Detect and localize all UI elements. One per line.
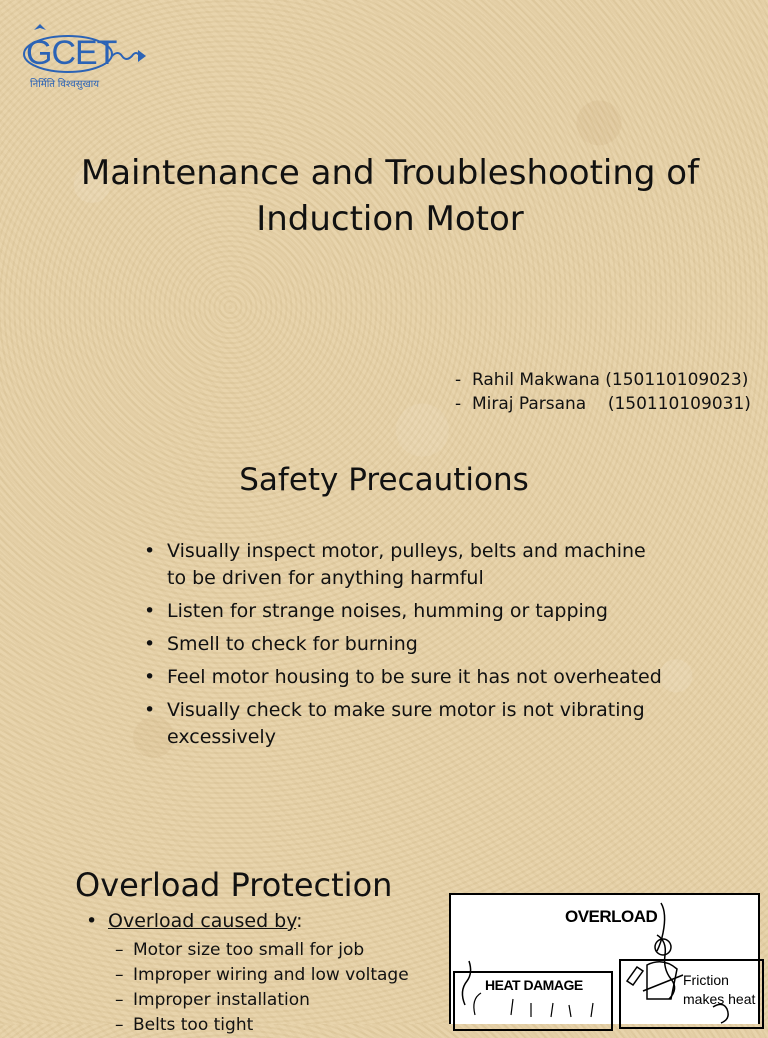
overload-cause-item: – Improper wiring and low voltage	[115, 963, 409, 988]
title-line-1: Maintenance and Troubleshooting of	[80, 153, 700, 193]
overload-cause-label: Overload caused by	[108, 910, 297, 932]
author-list	[455, 368, 751, 416]
overload-cause-colon: :	[296, 910, 303, 932]
safety-bullet: • Visually check to make sure motor is not vibrating excessively	[142, 697, 662, 751]
safety-bullet: • Visually inspect motor, pulleys, belts and machine to be driven for anything harmful	[142, 538, 662, 592]
gcet-logo	[20, 14, 148, 94]
overload-label: OVERLOAD	[565, 907, 658, 926]
overload-protection-title: Overload Protection	[75, 866, 393, 904]
safety-bullet-list	[142, 538, 662, 757]
overload-cause-item: – Motor size too small for job	[115, 938, 409, 963]
friction-label: Friction makes heat	[683, 972, 756, 1007]
author-2: - Miraj Parsana (150110109031)	[455, 394, 751, 414]
logo-wordmark: GCET	[26, 34, 117, 72]
overload-cause-item: – Improper installation	[115, 988, 409, 1013]
overload-illustration	[449, 893, 760, 1024]
safety-bullet: • Feel motor housing to be sure it has not overheated	[142, 664, 662, 691]
author-1: - Rahil Makwana (150110109023)	[455, 370, 749, 390]
safety-bullet: • Listen for strange noises, humming or tapping	[142, 598, 662, 625]
safety-precautions-title: Safety Precautions	[239, 462, 529, 498]
heat-damage-label: HEAT DAMAGE	[485, 977, 583, 993]
title-line-2: Induction Motor	[256, 199, 524, 239]
overload-cause-heading	[88, 908, 303, 934]
safety-bullet: • Smell to check for burning	[142, 631, 662, 658]
logo-tagline: निर्मिति विश्वसुखाय	[30, 79, 100, 90]
overload-cause-list	[115, 938, 409, 1038]
presentation-title	[40, 150, 740, 242]
overload-cause-item: – Belts too tight	[115, 1013, 409, 1038]
